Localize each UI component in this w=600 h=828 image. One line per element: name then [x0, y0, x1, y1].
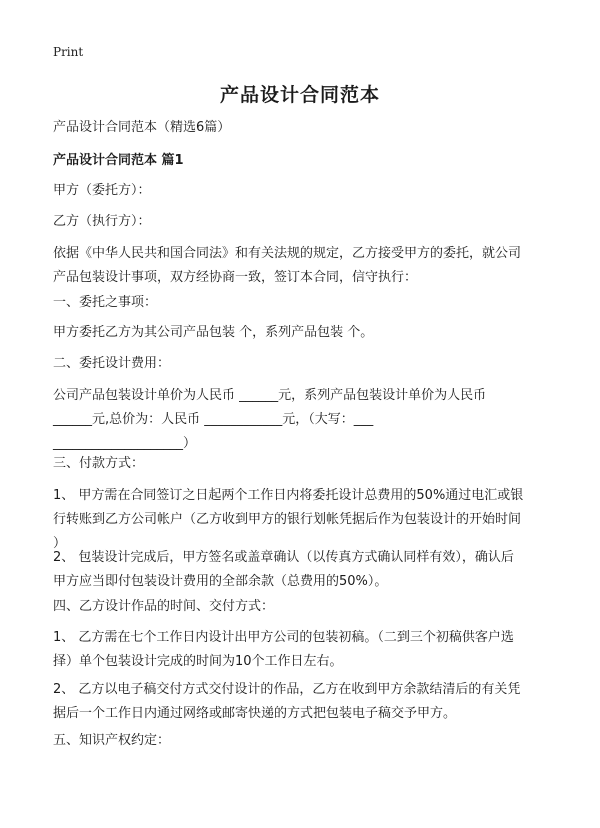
text-line: 据后一个工作日内通过网络或邮寄快递的方式把包装电子稿交予甲方。 — [53, 706, 457, 721]
clause-title: 一、委托之事项： — [53, 295, 158, 310]
text-line: 2、 乙方以电子稿交付方式交付设计的作品，乙方在收到甲方余款结清后的有关凭 — [53, 682, 521, 697]
text-line: ____________________） — [53, 436, 197, 451]
fee-paragraph — [53, 384, 553, 456]
payment-paragraph-2 — [53, 546, 553, 594]
clause-title: 四、乙方设计作品的时间、交付方式： — [53, 599, 275, 614]
clause-body: 甲方委托乙方为其公司产品包装 个，系列产品包装 个。 — [53, 325, 374, 340]
print-link[interactable]: Print — [53, 45, 84, 59]
text-line: 择）单个包装设计完成的时间为10个工作日左右。 — [53, 654, 343, 669]
clause-title: 五、知识产权约定： — [53, 733, 171, 748]
text-line: 公司产品包装设计单价为人民币 ______元，系列产品包装设计单价为人民币 — [53, 388, 487, 403]
document-title: 产品设计合同范本 — [219, 84, 380, 106]
text-line: 行转账到乙方公司帐户（乙方收到甲方的银行划帐凭据后作为包装设计的开始时间 — [53, 512, 522, 527]
document-subtitle: 产品设计合同范本（精选6篇） — [53, 120, 231, 135]
party-a-label: 甲方（委托方）： — [53, 183, 151, 198]
clause-title: 二、委托设计费用： — [53, 356, 171, 371]
delivery-paragraph-2 — [53, 678, 553, 726]
section-heading: 产品设计合同范本 篇1 — [53, 153, 184, 168]
text-line: 甲方应当即付包装设计费用的全部余款（总费用的50%）。 — [53, 574, 388, 589]
text-line: 2、 包装设计完成后，甲方签名或盖章确认（以传真方式确认同样有效），确认后 — [53, 550, 514, 565]
text-line: 1、 甲方需在合同签订之日起两个工作日内将委托设计总费用的50%通过电汇或银 — [53, 488, 524, 503]
text-line: 1、 乙方需在七个工作日内设计出甲方公司的包装初稿。（二到三个初稿供客户选 — [53, 630, 514, 645]
text-line: 依据《中华人民共和国合同法》和有关法规的规定，乙方接受甲方的委托，就公司 — [53, 246, 522, 261]
text-line: ______元,总价为：人民币 ____________元，（大写：___ — [53, 412, 374, 427]
delivery-paragraph-1 — [53, 626, 553, 674]
text-line: 产品包装设计事项，双方经协商一致，签订本合同，信守执行： — [53, 270, 418, 285]
clause-title: 三、付款方式： — [53, 456, 145, 471]
text-line: ） — [53, 536, 67, 551]
party-b-label: 乙方（执行方）： — [53, 214, 151, 229]
intro-paragraph — [53, 242, 553, 290]
